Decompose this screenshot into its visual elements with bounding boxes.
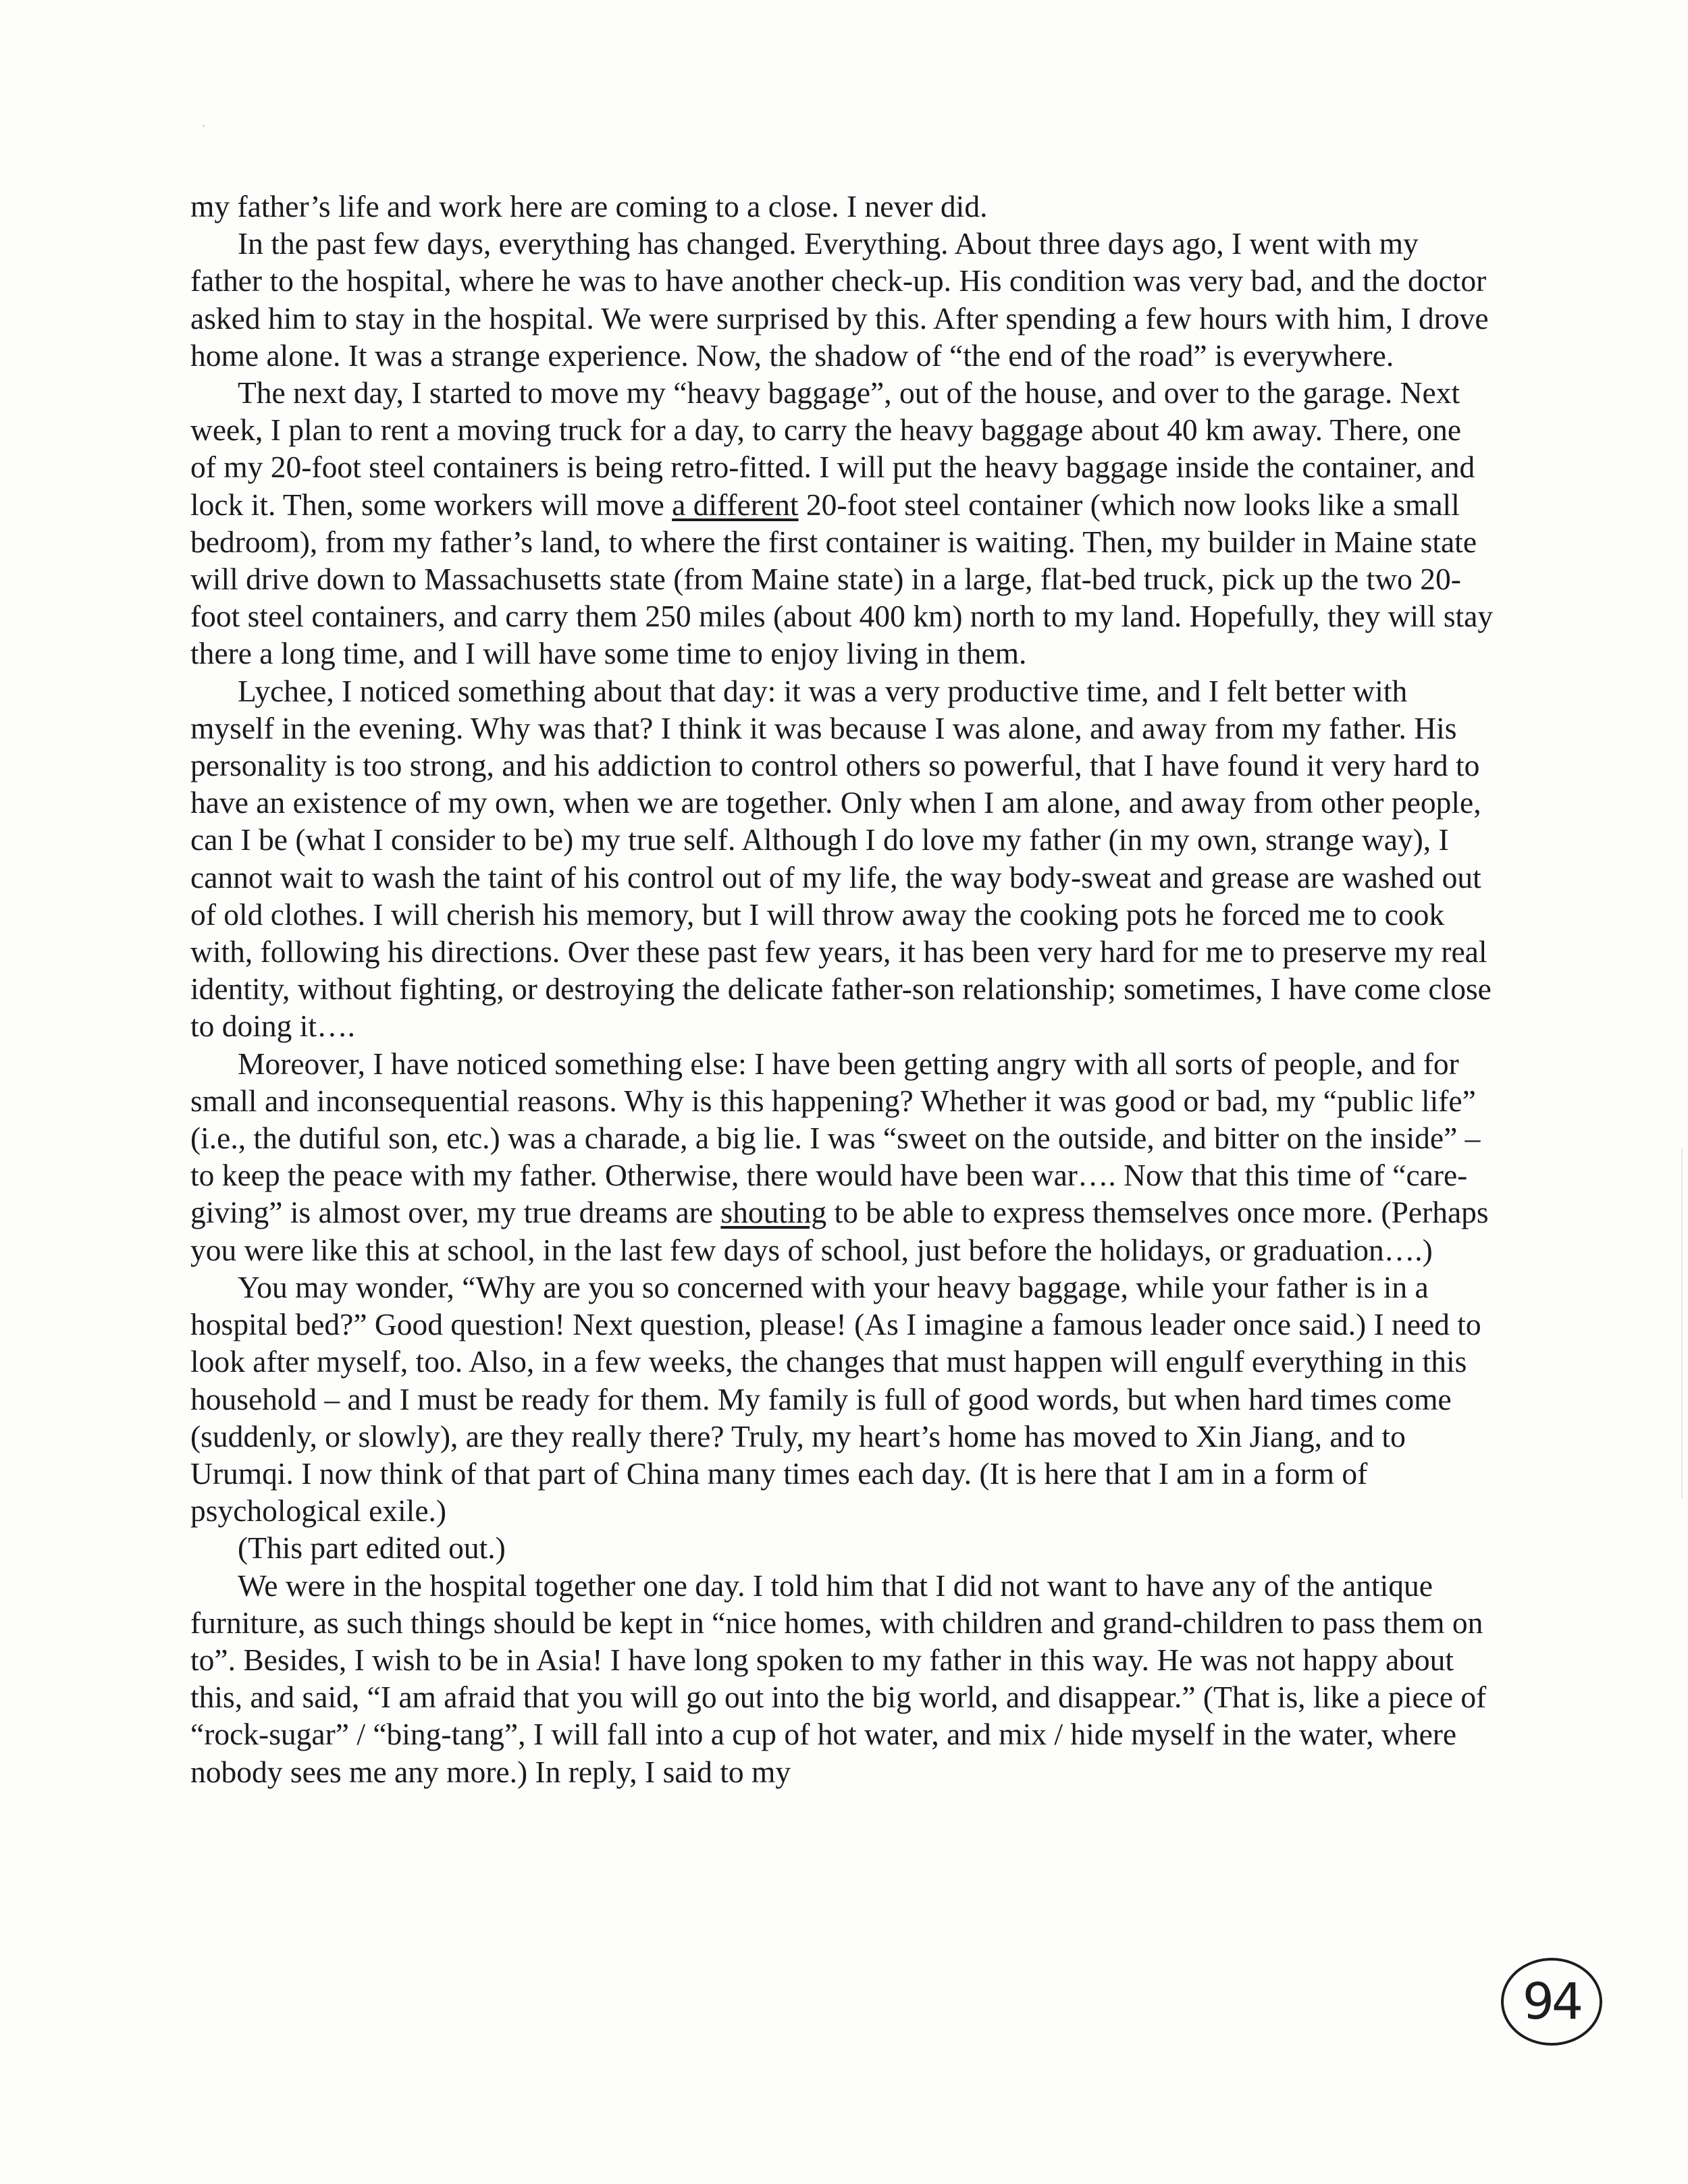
paragraph-text: (This part edited out.) bbox=[238, 1530, 506, 1566]
paragraph-text: We were in the hospital together one day. I told him that I did not want to have any of the antique furniture, as such things should be kept in “nice homes, with children and grand-children to pass them on to”. Besides, I wish to be in Asia! I have long spoken to my father in this way. He was not happy about this, and said, “I am afraid that you will go out into the big world, and disappear.” (That is, like a piece of “rock-sugar” / “bing-tang”, I will fall into a cup of hot water, and mix / hide myself in the water, where nobody sees me any more.) In reply, I said to my bbox=[190, 1568, 1487, 1789]
paragraph bbox=[190, 1269, 1494, 1529]
paragraph bbox=[190, 188, 1494, 225]
paragraph-text: In the past few days, everything has changed. Everything. About three days ago, I went with my father to the hospital, where he was to have another check-up. His condition was very bad, and the doctor asked him to stay in the hospital. We were surprised by this. After spending a few hours with him, I drove home alone. It was a strange experience. Now, the shadow of “the end of the road” is everywhere. bbox=[190, 226, 1489, 373]
paragraph-text: Lychee, I noticed something about that day: it was a very productive time, and I felt better with myself in the evening. Why was that? I think it was because I was alone, and away from my father. His personality is too strong, and his addiction to control others so powerful, that I have found it very hard to have an existence of my own, when we are together. Only when I am alone, and away from other people, can I be (what I consider to be) my true self. Although I do love my father (in my own, strange way), I cannot wait to wash the taint of his control out of my life, the way body-sweat and grease are washed out of old clothes. I will cherish his memory, but I will throw away the cooking pots he forced me to cook with, following his directions. Over these past few years, it has been very hard for me to preserve my real identity, without fighting, or destroying the delicate father-son relationship; sometimes, I have come close to doing it…. bbox=[190, 673, 1492, 1044]
paragraph bbox=[190, 1567, 1494, 1790]
paragraph bbox=[190, 672, 1494, 1045]
page-number: 94 bbox=[1522, 1973, 1581, 2031]
paragraph bbox=[190, 1529, 1494, 1566]
paragraph bbox=[190, 374, 1494, 672]
underlined-text: shouting bbox=[720, 1195, 827, 1230]
page-number-badge bbox=[1501, 1958, 1602, 2046]
paragraph-text: to be able to express themselves once more. (Perhaps you were like this at school, in the last few days of school, just before the holidays, or graduation….) bbox=[190, 1195, 1489, 1267]
underlined-text: a different bbox=[672, 487, 799, 522]
paragraph-text: The next day, I started to move my “heavy baggage”, out of the house, and over to the garage. Next week, I plan to rent a moving truck for a day, to carry the heavy baggage about 40 km away. There, one of my 20-foot steel containers is being retro-fitted. I will put the heavy baggage inside the container, and lock it. Then, some workers will move bbox=[190, 375, 1475, 522]
body-text bbox=[190, 188, 1494, 1790]
paragraph-text: Moreover, I have noticed something else: I have been getting angry with all sorts of people, and for small and inconsequential reasons. Why is this happening? Whether it was good or bad, my “public life” (i.e., the dutiful son, etc.) was a charade, a big lie. I was “sweet on the outside, and bitter on the inside” – to keep the peace with my father. Otherwise, there would have been war…. Now that this time of “care-giving” is almost over, my true dreams are bbox=[190, 1046, 1481, 1230]
scan-artifact bbox=[203, 125, 205, 127]
paragraph-text: You may wonder, “Why are you so concerned with your heavy baggage, while your father is in a hospital bed?” Good question! Next question, please! (As I imagine a famous leader once said.) I need to look after myself, too. Also, in a few weeks, the changes that must happen will engulf everything in this household – and I must be ready for them. My family is full of good words, but when hard times come (suddenly, or slowly), are they really there? Truly, my heart’s home has moved to Xin Jiang, and to Urumqi. I now think of that part of China many times each day. (It is here that I am in a form of psychological exile.) bbox=[190, 1269, 1481, 1528]
paragraph bbox=[190, 225, 1494, 374]
paragraph-text: 20-foot steel container (which now looks like a small bedroom), from my father’s land, to where the first container is waiting. Then, my builder in Maine state will drive down to Massachusetts state (from Maine state) in a large, flat-bed truck, pick up the two 20-foot steel containers, and carry them 250 miles (about 400 km) north to my land. Hopefully, they will stay there a long time, and I will have some time to enjoy living in them. bbox=[190, 487, 1494, 671]
scan-edge-mark bbox=[1681, 1148, 1683, 1499]
paragraph-text: my father’s life and work here are coming to a close. I never did. bbox=[190, 189, 988, 223]
paragraph bbox=[190, 1045, 1494, 1269]
